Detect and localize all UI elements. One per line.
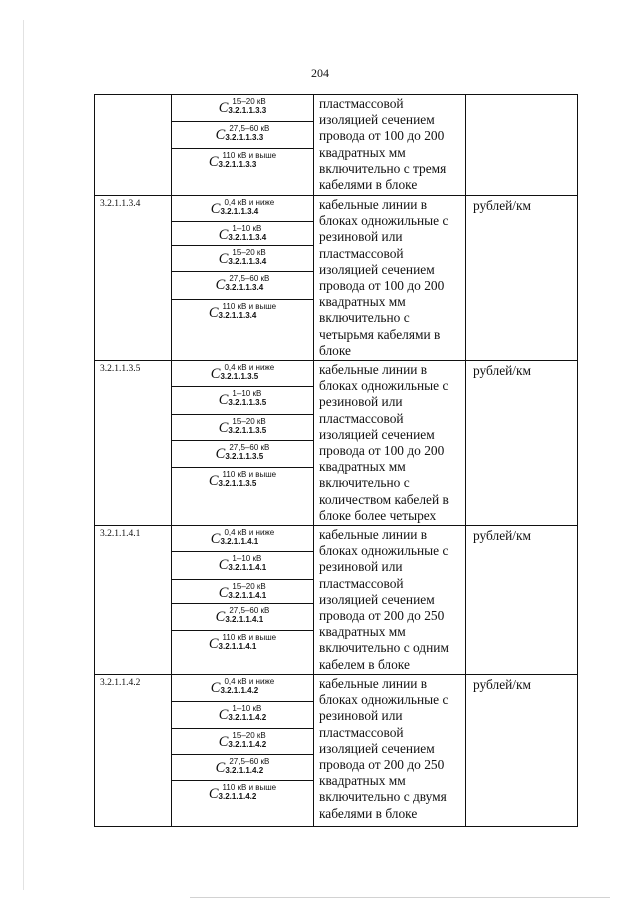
rate-symbol	[172, 468, 313, 524]
rate-symbol	[172, 702, 313, 729]
description-line: включительно с	[319, 310, 410, 326]
symbol-index: 3.2.1.1.4.1	[218, 642, 257, 652]
description-line: пластмассовой	[319, 245, 404, 261]
description-line: пластмассовой	[319, 96, 404, 111]
symbol-scripts	[225, 274, 269, 292]
rate-symbol	[172, 149, 313, 195]
description-line: резиновой или	[319, 708, 403, 724]
symbol-index: 3.2.1.1.4.2	[218, 791, 257, 801]
symbol-scripts	[228, 97, 266, 115]
description-line: пластмассовой	[319, 575, 404, 591]
symbol-index: 3.2.1.1.4.2	[228, 739, 267, 749]
symbol-letter: C	[215, 446, 226, 463]
symbol-voltage: 110 кВ и выше	[222, 470, 277, 480]
description-line: квадратных мм	[319, 294, 406, 310]
rate-symbol-formula	[211, 677, 274, 697]
row-unit	[466, 95, 578, 196]
symbol-cell	[172, 526, 314, 675]
description-line: блоках одножильные с	[319, 378, 449, 394]
rate-symbol-formula	[219, 417, 266, 437]
symbol-scripts	[225, 443, 269, 461]
description-line: блоках одножильные с	[319, 692, 449, 708]
symbol-cell	[172, 361, 314, 526]
rate-symbol	[172, 604, 313, 631]
symbol-index: 3.2.1.1.3.4	[228, 257, 267, 266]
description-line: квадратных мм	[319, 459, 406, 475]
table-row	[95, 196, 578, 361]
description-line: включительно с	[319, 475, 410, 491]
symbol-index: 3.2.1.1.4.1	[220, 537, 259, 547]
symbol-index: 3.2.1.1.4.1	[228, 591, 267, 601]
symbol-index: 3.2.1.1.4.2	[228, 712, 267, 722]
description-line: блоках одножильные с	[319, 543, 449, 559]
rate-symbol-formula	[216, 443, 270, 463]
symbol-voltage: 27,5–60 кВ	[229, 606, 270, 616]
symbol-scripts	[220, 528, 274, 546]
symbol-voltage: 27,5–60 кВ	[229, 756, 270, 766]
symbol-voltage: 0,4 кВ и ниже	[224, 363, 275, 373]
row-code	[95, 95, 172, 196]
description-line: изоляцией сечением	[319, 261, 435, 277]
symbol-scripts	[219, 783, 277, 801]
description-line: блоке более четырех	[319, 507, 437, 523]
row-unit: рублей/км	[466, 674, 578, 826]
symbol-scripts	[219, 470, 277, 488]
symbol-index: 3.2.1.1.3.4	[228, 233, 267, 242]
symbol-voltage: 1–10 кВ	[232, 389, 262, 399]
description-line: кабельные линии в	[319, 675, 428, 691]
rate-symbol	[172, 675, 313, 702]
symbol-voltage: 15–20 кВ	[232, 248, 266, 257]
page-bottom-line	[190, 897, 610, 898]
rate-symbol	[172, 95, 313, 122]
description-line: изоляцией сечением	[319, 426, 435, 442]
rate-symbol-formula	[216, 274, 270, 294]
description-line: провода от 200 до 250	[319, 608, 445, 624]
description-line: кабельные линии в	[319, 197, 428, 212]
rate-symbol-formula	[219, 554, 266, 574]
symbol-index: 3.2.1.1.3.3	[225, 133, 264, 142]
rate-symbol	[172, 387, 313, 415]
row-description	[314, 95, 466, 196]
symbol-letter: C	[208, 473, 219, 490]
rate-symbol	[172, 631, 313, 669]
symbol-scripts	[228, 224, 266, 242]
symbol-letter: C	[210, 366, 221, 383]
description-line: изоляцией сечением	[319, 740, 435, 756]
page-number: 204	[311, 66, 329, 80]
row-description	[314, 361, 466, 526]
symbol-letter: C	[218, 733, 229, 750]
rate-symbol	[172, 580, 313, 604]
symbol-index: 3.2.1.1.3.4	[220, 207, 259, 216]
row-description	[314, 526, 466, 675]
symbol-index: 3.2.1.1.3.5	[228, 426, 267, 436]
description-line: провода от 100 до 200	[319, 443, 445, 459]
symbol-index: 3.2.1.1.3.4	[218, 311, 257, 320]
symbol-index: 3.2.1.1.3.5	[220, 372, 259, 382]
rate-symbol	[172, 272, 313, 300]
description-line: кабельные линии в	[319, 527, 428, 543]
tariff-table	[94, 94, 578, 827]
symbol-scripts	[219, 633, 277, 651]
symbol-cell	[172, 196, 314, 361]
rate-symbol-formula	[219, 97, 266, 117]
row-unit: рублей/км	[466, 526, 578, 675]
symbol-scripts	[228, 731, 266, 749]
symbol-index: 3.2.1.1.3.4	[225, 283, 264, 292]
symbol-scripts	[220, 677, 274, 695]
symbol-index: 3.2.1.1.3.3	[228, 106, 267, 115]
symbol-letter: C	[210, 531, 221, 548]
symbol-letter: C	[215, 759, 226, 776]
description-line: резиновой или	[319, 559, 403, 575]
symbol-voltage: 27,5–60 кВ	[229, 124, 270, 133]
symbol-scripts	[228, 248, 266, 266]
symbol-voltage: 110 кВ и выше	[222, 782, 277, 792]
rate-symbol-formula	[219, 704, 266, 724]
symbol-voltage: 110 кВ и выше	[222, 633, 277, 643]
symbol-voltage: 110 кВ и выше	[222, 151, 277, 160]
rate-symbol-formula	[219, 248, 266, 268]
symbol-letter: C	[218, 420, 229, 437]
symbol-scripts	[219, 151, 277, 169]
rate-symbol	[172, 361, 313, 387]
row-code: 3.2.1.1.4.1	[95, 526, 172, 675]
description-line: количеством кабелей в	[319, 491, 449, 507]
rate-symbol-formula	[211, 363, 274, 383]
symbol-voltage: 27,5–60 кВ	[229, 274, 270, 283]
rate-symbol	[172, 415, 313, 441]
symbol-letter: C	[218, 100, 229, 116]
symbol-index: 3.2.1.1.4.2	[220, 685, 259, 695]
symbol-voltage: 1–10 кВ	[232, 224, 262, 233]
page-edge-line	[23, 20, 24, 890]
rate-symbol-formula	[209, 470, 276, 490]
rate-symbol	[172, 755, 313, 781]
symbol-voltage: 15–20 кВ	[232, 417, 266, 427]
symbol-scripts	[228, 389, 266, 407]
description-line: провода от 200 до 250	[319, 756, 445, 772]
symbol-voltage: 15–20 кВ	[232, 97, 266, 106]
table-row	[95, 526, 578, 675]
description-line: пластмассовой	[319, 410, 404, 426]
rate-symbol	[172, 300, 313, 356]
symbol-letter: C	[208, 305, 219, 321]
rate-symbol	[172, 441, 313, 468]
rate-symbol	[172, 222, 313, 246]
rate-symbol-formula	[209, 783, 276, 803]
symbol-voltage: 110 кВ и выше	[222, 302, 277, 311]
symbol-index: 3.2.1.1.3.5	[218, 479, 257, 489]
description-line: кабелями в блоке	[319, 177, 418, 193]
symbol-letter: C	[208, 785, 219, 802]
symbol-letter: C	[208, 154, 219, 170]
rate-symbol-formula	[216, 124, 270, 144]
description-line: резиновой или	[319, 229, 403, 245]
description-line: изоляцией сечением	[319, 591, 435, 607]
table-row	[95, 674, 578, 826]
row-code: 3.2.1.1.4.2	[95, 674, 172, 826]
symbol-scripts	[228, 417, 266, 435]
symbol-letter: C	[210, 679, 221, 696]
symbol-letter: C	[215, 609, 226, 626]
rate-symbol-formula	[211, 528, 274, 548]
symbol-voltage: 0,4 кВ и ниже	[224, 676, 275, 686]
rate-symbol-formula	[219, 582, 266, 602]
description-line: провода от 100 до 200	[319, 278, 445, 294]
description-line: кабелями в блоке	[319, 805, 418, 821]
rate-symbol-formula	[216, 757, 270, 777]
description-line: квадратных мм	[319, 144, 406, 160]
symbol-index: 3.2.1.1.3.5	[225, 452, 264, 462]
rate-symbol-formula	[209, 633, 276, 653]
symbol-index: 3.2.1.1.4.2	[225, 765, 264, 775]
description-line: квадратных мм	[319, 624, 406, 640]
row-code: 3.2.1.1.3.4	[95, 196, 172, 361]
rate-symbol	[172, 122, 313, 149]
symbol-scripts	[228, 582, 266, 600]
rate-symbol-formula	[211, 198, 274, 218]
symbol-letter: C	[218, 251, 229, 267]
symbol-scripts	[225, 124, 269, 142]
description-line: резиновой или	[319, 394, 403, 410]
rate-symbol	[172, 552, 313, 580]
symbol-letter: C	[218, 557, 229, 574]
symbol-scripts	[228, 704, 266, 722]
row-code: 3.2.1.1.3.5	[95, 361, 172, 526]
symbol-scripts	[225, 757, 269, 775]
table-body	[95, 95, 578, 827]
symbol-cell	[172, 674, 314, 826]
symbol-letter: C	[218, 706, 229, 723]
symbol-letter: C	[210, 201, 221, 217]
rate-symbol-formula	[219, 389, 266, 409]
symbol-letter: C	[215, 127, 226, 143]
symbol-scripts	[220, 198, 274, 216]
symbol-letter: C	[218, 227, 229, 243]
description-line: квадратных мм	[319, 773, 406, 789]
symbol-cell	[172, 95, 314, 196]
rate-symbol	[172, 729, 313, 755]
description-line: четырьмя кабелями в	[319, 326, 441, 342]
rate-symbol	[172, 196, 313, 222]
symbol-voltage: 27,5–60 кВ	[229, 443, 270, 453]
row-unit: рублей/км	[466, 361, 578, 526]
row-unit: рублей/км	[466, 196, 578, 361]
symbol-voltage: 1–10 кВ	[232, 554, 262, 564]
description-line: провода от 100 до 200	[319, 128, 445, 144]
symbol-voltage: 1–10 кВ	[232, 703, 262, 713]
rate-symbol-formula	[209, 302, 276, 322]
symbol-letter: C	[218, 585, 229, 602]
symbol-scripts	[225, 606, 269, 624]
rate-symbol	[172, 246, 313, 272]
rate-symbol	[172, 526, 313, 552]
row-description	[314, 674, 466, 826]
symbol-index: 3.2.1.1.3.3	[218, 160, 257, 169]
description-line: блоках одножильные с	[319, 213, 449, 229]
symbol-letter: C	[218, 392, 229, 409]
symbol-voltage: 0,4 кВ и ниже	[224, 198, 275, 207]
description-line: кабельные линии в	[319, 362, 428, 378]
table-row	[95, 361, 578, 526]
table-row	[95, 95, 578, 196]
row-description	[314, 196, 466, 361]
symbol-letter: C	[208, 636, 219, 653]
description-line: включительно с тремя	[319, 160, 447, 176]
symbol-voltage: 15–20 кВ	[232, 582, 266, 592]
description-line: пластмассовой	[319, 724, 404, 740]
symbol-scripts	[219, 302, 277, 320]
rate-symbol-formula	[219, 731, 266, 751]
symbol-index: 3.2.1.1.3.5	[228, 398, 267, 408]
symbol-index: 3.2.1.1.4.1	[228, 563, 267, 573]
symbol-voltage: 0,4 кВ и ниже	[224, 528, 275, 538]
symbol-voltage: 15–20 кВ	[232, 730, 266, 740]
symbol-letter: C	[215, 277, 226, 293]
symbol-index: 3.2.1.1.4.1	[225, 615, 264, 625]
description-line: включительно с двумя	[319, 789, 447, 805]
description-line: изоляцией сечением	[319, 112, 435, 128]
rate-symbol-formula	[219, 224, 266, 244]
rate-symbol-formula	[209, 151, 276, 171]
description-line: включительно с одним	[319, 640, 449, 656]
symbol-scripts	[228, 554, 266, 572]
description-line: кабелем в блоке	[319, 656, 410, 672]
rate-symbol-formula	[216, 606, 270, 626]
description-line: блоке	[319, 342, 351, 358]
symbol-scripts	[220, 363, 274, 381]
rate-symbol	[172, 781, 313, 826]
